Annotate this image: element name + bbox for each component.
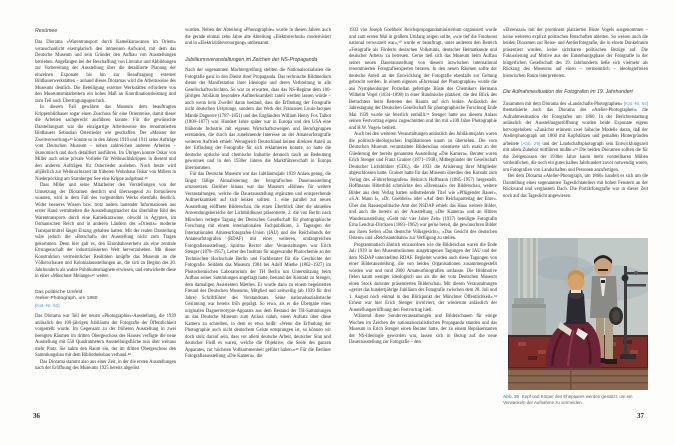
paragraph: wurden. Neben der Abteilung «Phonographie» wurde in diesen Jahren auch die gerade einmal zehn Jahre alte Abteilung «Elektrotechnik» modernisiert und in «Elektrizitätsversorgung» umbenannt.	[185, 28, 331, 46]
paragraph: Programmatisch ähnlich einzuordnen wie die Bilderschau waren die Ende Juli 1939 in den Museumsräumen ausgetragenen Tagungen der IAU und der dem NSDAP unterstellten RDAF. Begleitet wurden auch diese Tagungen von einer Bilderausstellung, die von beiden Organisationen zusammengestellt worden war und rund 2000 Amateurfotografien umfasste. Die Bildmotive fielen kaum weniger ideologisch aus als die der vom Deutschen Museum einen Stock darunter präsentierten Bilderschau. Mit diesen Veranstaltungen «geriet das hundertjährige Jubiläum der Fotografie zwischen dem 28. Juli und 1. August noch einmal in den Blickpunkt der Münchner Öffentlichkeit».⁵² Erneut war hier Erich Stenger involviert, der wiederum anlässlich der Ausstellungseröffnung den Festvortrag hielt.	[349, 242, 497, 313]
paragraph: In diesem Fall gewährte das Museum dem beauftragten Krippenbildhauer sogar einen Zuschuss für eine Orientreise, damit dieser die Arbeiten sachgerecht ausführen konnte. Für die gewünschte Darstellungsart war die einzigartige Arbeitsweise des renommierten Bildhauers Sebastian Osterrieder wie geschaffen. Der «Meister der Zweitverwertung»⁴⁵ konnte so in den Jahren 1910 und 1911 seine Aufträge vom Deutschen Museum – neben zahlreichen anderen Arbeiten – ökonomisch und doch detailliert ausführen. Im Übrigen konnte Oskar von Miller auch seine private Vorliebe für Weihnachtskrippen in diesem und den anderen Aufträgen für Osterrieder ausleben. Noch heute wird alljährlich zur Weihnachtszeit im früheren Wohnhaus Oskar von Millers in Niederpöcking am Starnberger See eine Krippe aufgebaut.⁴⁶	[35, 105, 176, 182]
paragraph: Für das Deutsche Museum war das Jubiläumsjahr 1939 Anlass genug, die längst fällige Aktualisierung der fotografischen Dauerausstellung umzusetzen. Darüber hinaus war das Museum «Bühne» für weitere Veranstaltungen, welche die Dauerausstellung ergänzten und entsprechende Aufmerksamkeit auf sich lenken sollten: 1. eine parallel zur neuen Ausstellung eröffnete Bilderschau, die einen Überblick über die aktuellen Anwendungsbereiche der Lichtbildkunst präsentierte, 2. die von Berlin nach München verlegte Tagung der Deutschen Gesellschaft für photographische Forschung mit einem internationalen Fachpublikum, 3. Tagungen der Internationalen Amateurfotografen-Union (IAU) und des Reichsbunds der Amateurfotografen (RDAF) mit einer weiteren, umfangreichen Fotografieausstellung. Spiritus Rector aller Veranstaltungen war Erich Stenger (1878–1957), Leiter des Instituts für angewandte Photochemie an der Technischen Hochschule Berlin und Fachberater für die Geschichte der Fotografie. Seitdem das Museum 1904 bei Adolf Miethe (1862–1927) im Photochemischen Laboratorium der TH Berlin um Unterstützung beim Aufbau seiner Sammlungen angefragt hatte, bestand der Kontakt zu Stenger, dem damaligen Assistenten Miethes. Er wurde dann zu einem begeisterten Freund des Deutschen Museums, Mitglied und zeitweilig (ab 1939 für drei Jahre) Schriftführer des Vorstandsrats. Seine nationalsozialistische Gesinnung war bereits früh geprägt. So etwa, als er die Übergabe eines originalen Daguerreotypie-Apparats aus dem Bestand der TH-Sammlungen an das Deutsche Museum zum Anlass nahm, einen Aufsatz über diese Kamera zu schreiben, in dem es etwa heißt: «Wenn die Erfindung der Photographie auch nicht deutschem Geiste entsprungen ist, so können wir doch stolz darauf sein, dass vor allem deutsche Arbeit, deutscher Sinn und deutscher Fleiß es waren, welche die Objektive, die Seele des ganzen Apparates, zur höchsten Vollkommenheit geführt haben.»⁴⁹ Für die Berliner Fotografieausstellung «Die Kamera», die	[185, 172, 331, 360]
paragraph-text: und der Landschaftsphotograph sein Entwicklungszelt mit allem Zubehör mitführen mußte.»⁵³ Die beiden Dioramen sollten die für die Zeitgenossen der 1930er Jahre kaum mehr vorstellbaren Mühen verdeutlichen, die noch ein gutes halbes Jahrhundert zuvor notwendig waren, um Fotografien von Landschaften und Personen anzufertigen.	[503, 141, 648, 173]
paragraph: Während diese Sonderveranstaltungen und Bilderschauen für einige Wochen im Zeichen der nationalsozialistischen Propaganda standen und das Museum in Erich Stenger einen Berater hatte, der zu einem Repräsentanten der NS-Ideologie geworden war, lassen sich in Bezug auf die neue Dauerausstellung zur Fotografie – den	[349, 314, 497, 345]
page-number-right: 37	[637, 412, 644, 420]
right-page-column-1	[349, 28, 497, 347]
subheading-line: Atelier-Photograph, um 1860	[35, 296, 98, 302]
paragraph: Das Diorama «Warentransport durch Kamelkarawanen im Orient» veranschaulicht exemplarisch den immensen Aufwand, mit dem das Deutsche Museum und sein Gründer den Aufbau von Ausstellungen betrieben. Angefangen bei der Beschaffung von Literatur und Abbildungen zur Vorbereitung der Ausstellung über die detaillierte Planung der einzelnen Exponate bis hin zur Beauftragung externer Bildhauerwerkstätten – anhand dieses Dioramas wird die Arbeitsweise des Museums deutlich. Die Beteiligung externer Werkstätten erforderte von den Museumsmitarbeitern ein hohes Maß an Koordinationsleistung und zum Teil auch Übertragungsgeschick.	[35, 40, 176, 104]
subheading-politisches-umfeld	[35, 290, 176, 303]
left-page-column-1	[35, 28, 176, 373]
page-number-left: 36	[33, 412, 40, 420]
paragraph-text: Zusammen mit dem Diorama des «Landschafts-Photographen»	[503, 101, 624, 107]
paragraph: «Ehrensaal» mit der prominent platzierten Büste Vogels ausgenommen – keine weiteren explizit politischen Botschaften ableiten. So weisen auch die beiden Dioramen zur Reise- und Atelierfotografie, die in einem Dunkelraum präsentiert wurden, keine sichtbaren politischen Bezüge auf. Die Fokussierung auf Motive aus der Entstehungsphase der Fotografie in der bürgerlichen Gesellschaft des 19. Jahrhunderts ließe sich vielmehr als Rückzug des Museums auf einen – vermeintlich – ideologiefreien historischen Raum interpretieren.	[503, 28, 648, 79]
paragraph: Bei dem Diorama «Atelier-Photograph, um 1860» handelt es sich um die Darstellung eines sogenannten Tageslichtateliers mit hohen Fenstern an der Rückwand und verglastem Dach. Die Porträtfotografie war in dieser Zeit noch auf das Tageslicht angewiesen.	[503, 174, 648, 199]
figure-ref: [Abb. 29]	[521, 140, 541, 146]
paragraph: Nach der sogenannten Machtergreifung stellten die Nationalsozialisten die Fotografie ganz in den Dienst ihrer Propaganda. Das technische Bildmedium diente der Manifestation ihrer Ideologie und deren Verbreitung in alle Gesellschaftsschichten. So war zu erwarten, dass das NS-Regime dem 100-jährigen Jubiläum besondere Aufmerksamkeit zuteil werden lassen würde – auch wenn kein Zweifel daran bestand, dass die Erfindung der Fotografie nicht deutschen Ursprungs, sondern das Werk des Franzosen Louis-Jacques Mandé Daguerre (1787–1851) und des Engländers William Henry Fox Talbot (1800–1877) war. Hundert Jahre später war in Europa und den USA eine blühende Industrie mit eigenen Wirtschaftszweigen und Berufsgruppen entstanden, die durch das zunehmende Interesse an der Amateurfotografie weiteren Auftrieb erhielt. Wenngleich Deutschland keinen direkten Anteil an der Erfindung der Fotografie für sich reklamieren konnte, so hatte die deutsche optische und chemische Industrie dennoch rasch an Bedeutung gewonnen und in den 1930er Jahren die Marktführerschaft in Europa übernommen.	[185, 68, 331, 171]
paragraph: Das Diorama stammt also aus einer Zeit, in der die ersten Ausstellungen nach der Eröffnung des Museums 1925 bereits abgelöst	[35, 359, 176, 372]
section-heading-aufnahmesituation: Die Aufnahmesituation der Fotografen im 19. Jahrhundert	[503, 89, 633, 95]
diorama-photo-illustration	[508, 238, 648, 390]
catalog-number-ref: [Kat.-Nr. 53]	[35, 302, 60, 308]
left-page-column-2	[185, 28, 331, 361]
paragraph: Das Diorama war Teil der neuen «Photographie»-Ausstellung, die 1939 anlässlich des 100-jährigen Jubiläums der Fotografie der Öffentlichkeit vorgestellt wurde. Im Gegensatz zu der früheren Ausstellung in zwei beengten Räumen im dritten Obergeschoss des Hauses verfügte die neue Ausstellung mit 550 Quadratmetern Ausstellungsfläche nun über weitaus mehr Platz. Sie nahm den Raum ein, der im dritten Obergeschoss den Sammlungsbau mit dem Bibliotheksbau verband.⁴⁸	[35, 314, 176, 359]
paragraph: 1933 von Joseph Goebbels' Reichspropagandaministerium organisiert wurde und zum ersten Mal in großem Umfang zeigen sollte, «wie tief die Fotokunst national verwurzelt war»,⁵⁰ wurde er beauftragt, unter anderem den Bereich «Fotografie als Förderin deutschen Volkstums, deutscher Heimatkunde und deutscher Arbeit» zu betreuen. Gerne ließ sich das Museum beim Aufbau seiner neuen Dauerausstellung von diesem inzwischen international renommierten Fotografieexperten beraten. In den neuen Räumen sollte der deutsche Anteil an der Entwicklung der Fotografie ebenfalls zur Geltung gebracht werden. In einem eigenen «Ehrensaal der Photographie» wurde die aus Nymphenburger Porzellan gefertigte Büste des Chemikers Hermann Wilhelm Vogel (1834–1898) in einer Rundnische platziert, die den Blick des Betrachters beim Betreten des Raums auf sich lenkte. Anlässlich der Jahrestagung der Deutschen Gesellschaft für photographische Forschung Ende Mai 1939 wurde sie feierlich enthüllt.⁵¹ Stenger hatte aus diesem Anlass seinen Festvortrag eigens zugeschnitten und ihn mit «100 Jahre Photographie und H.W. Vogel» betitelt.	[349, 28, 497, 131]
paragraph-text: thematisierte auch das Diorama des «Atelier-Photographen» die Aufnahmesituation der Fotografen um 1860. In der Berichterstattung anlässlich der Ausstellungseröffnung wurden beide Exponate eigens hervorgehoben: «Zunächst erinnern zwei hübsche Modelle daran, daß der Atelierphotograph um 1860 mit Kopfstützen und gemalten Hintergründen arbeitete	[503, 108, 648, 147]
subheading-line: Das politische Umfeld	[35, 289, 83, 295]
section-label-resumee: Resümee	[35, 28, 58, 34]
paragraph-with-refs	[503, 101, 648, 175]
figure-caption-label: Abb. 29	[503, 394, 519, 399]
catalog-number-ref: [Kat.-Nr. 54]	[623, 100, 648, 106]
figure-caption-text: Kopf und Körper des Ehepaares werden gestützt, um ein Verwackeln der Aufnahme zu vermeiden.	[503, 394, 633, 405]
section-heading-jubilaeum: Jubiläumsveranstaltungen im Zeichen der NS-Propaganda	[185, 56, 318, 63]
paragraph: Auch bei den weiteren Veranstaltungen anlässlich des Jubiläumsjahrs waren die politisch-ideologischen Implikationen kaum zu übersehen. Die vom Deutschen Museum veranstaltete Bilderschau orientierte sich exakt an der Gliederung der bereits genannten Ausstellung «Die Kamera». Berater waren Erich Stenger und Franz Grainer (1871–1948), Mitbegründer der Gesellschaft Deutscher Lichtbildner (GDL), die 1933 die Arisierung ihrer Mitglieder abgeschlossen hatte. Grainer hatte für das Museum überdies den Kontakt zum Verlag des «Führerfotografen» Heinrich Hoffmann (1885–1957) hergestellt. Hoffmanns Hitlerbild schmückte den «Ehrensaal» der Bilderschau, weitere Bilder aus dem Verlag hatten selbstredende Titel wie «Pflügender Bauer», «S.A. Mann I», «Dr. Goebbels» oder «Auf dem Reichsparteitag der Ehre». Über das Rassenpolitische Amt der NSDAP erhielt das Haus weitere Bilder, und auch die bereits an der Ausstellung «Die Kamera» und an Hitlers Wanderausstellung «Gebt mir vier Jahre Zeit» (1937) beteiligte Fotografin Erna Lendvai-Dircksen (1883–1962) war gerne bereit, die gewünschten Bilder aus ihren Serien «Das deutsche Volksgesicht», «Das Gesicht des deutschen Ostens» und «Reichsautobahn» zur Verfügung zu stellen.	[349, 132, 497, 241]
figure-caption	[503, 394, 649, 406]
right-page-column-2	[503, 28, 648, 200]
paragraph: Dass Miller und seine Mitarbeiter den Vorstellungen von der Umsetzung der Dioramen deutlich und überzeugend zu formulieren wussten, wird in dem Fall des vorgestellten Werks ebenfalls deutlich. Wider besseres Wissen bzw. trotz anders lautender Informationen aus erster Hand vermittelten die Ausstellungsmacher das überhöhte Bild des Warentransports durch eine Kamelkarawane, obwohl in Ägypten, im Osmanischen Reich und in anderen Ländern des «Orients» moderne Transportmittel längst Einzug gehalten hatten. Mit der realen Darstellung wäre jedoch die «Botschaft» der Ausstellung nicht zum Tragen gekommen. Denn hier galt es, den Eisenbahnverkehr als eine zentrale Errungenschaft der industrialisierten Welt hervorzuheben. Mit dieser Konstruktion vermeintlicher Realitäten knüpfte das Museum an die Völkerschauen und Kolonialausstellungen an, die sich zu Beginn des 20. Jahrhunderts als wahre Publikumsmagnete erwiesen, und entwickelte diese in einer «Münchner Melange»⁴⁷ weiter.	[35, 183, 176, 279]
diorama-photo	[508, 238, 648, 390]
